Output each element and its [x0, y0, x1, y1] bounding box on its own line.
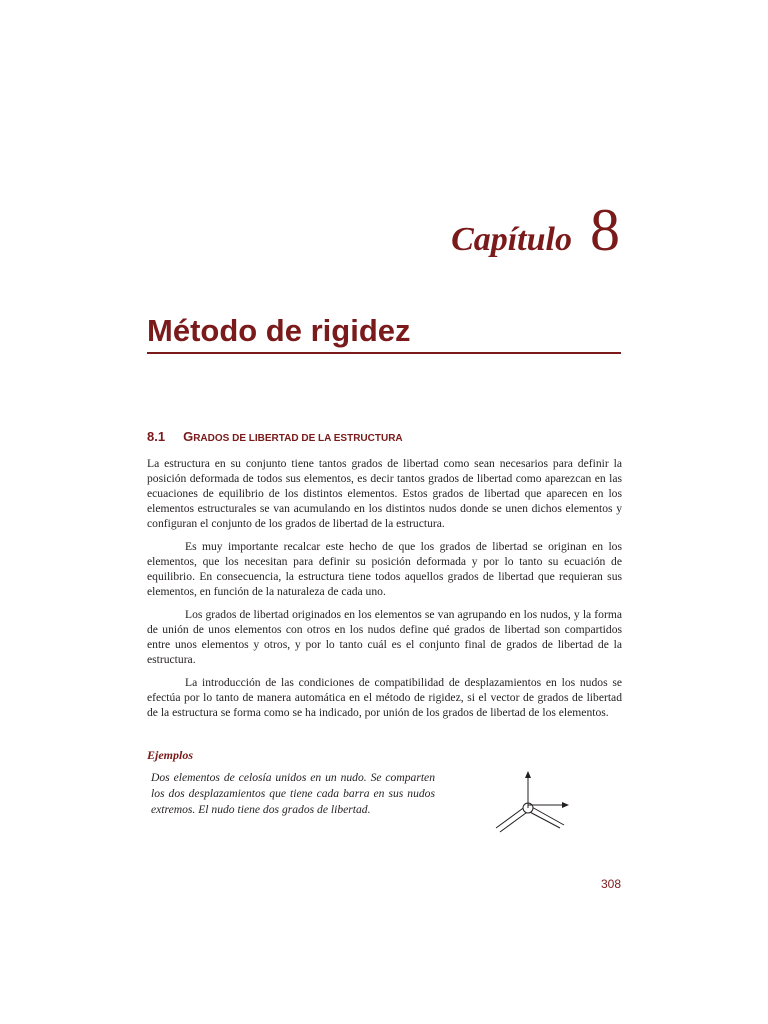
section-title-initial: G	[183, 429, 194, 444]
section-heading	[147, 429, 403, 444]
page-number: 308	[600, 877, 621, 891]
body-text	[147, 456, 622, 728]
paragraph: Es muy importante recalcar este hecho de que los grados de libertad se originan en los elementos, que los necesitan para definir su posición deformada y por lo tanto su ecuación de equilibrio. En consecuencia, la estructura tiene todos aquellos grados de libertad que requieran sus elementos, en función de la naturaleza de cada uno.	[147, 540, 622, 598]
section-title-rest: RADOS DE LIBERTAD DE LA ESTRUCTURA	[193, 433, 403, 444]
paragraph: Los grados de libertad originados en los elementos se van agrupando en los nudos, y la forma de unión de unos elementos con otros en los nudos define qué grados de libertad son compartidos entre unos elementos y otros, y por lo tanto cuál es el conjunto final de grados de libertad de la estructura.	[147, 608, 622, 666]
examples-heading: Ejemplos	[147, 748, 194, 762]
truss-bar-left	[500, 810, 530, 832]
truss-node-figure	[490, 765, 580, 837]
paragraph: La introducción de las condiciones de compatibilidad de desplazamientos en los nudos se efectúa por lo tanto de manera automática en el método de rigidez, si el vector de grados de libertad de la estructura se forma como se ha indicado, por unión de los grados de libertad de los elementos.	[147, 676, 622, 719]
section-number: 8.1	[147, 429, 166, 444]
truss-bar-right	[530, 806, 564, 825]
example-text: Dos elementos de celosía unidos en un nudo. Se comparten los dos desplazamientos que tiene cada barra en sus nudos extremos. El nudo tiene dos grados de libertad.	[151, 771, 435, 816]
truss-bar-left	[496, 806, 526, 828]
chapter-title: Método de rigidez	[147, 312, 621, 354]
chapter-word: Capítulo	[451, 221, 572, 258]
arrowhead-right-icon	[562, 802, 569, 808]
paragraph: La estructura en su conjunto tiene tantos grados de libertad como sean necesarios para definir la posición deformada de todos sus elementos, es decir tantos grados de libertad como aparezcan en las ecuaciones de equilibrio de los distintos elementos. Estos grados de libertad que aparecen en los elementos estructurales se van acumulando en los distintos nudos donde se unen dichos elementos y configuran el conjunto de los grados de libertad de la estructura.	[147, 457, 622, 530]
arrowhead-up-icon	[525, 771, 531, 778]
chapter-heading	[451, 197, 620, 263]
chapter-number: 8	[590, 197, 620, 263]
